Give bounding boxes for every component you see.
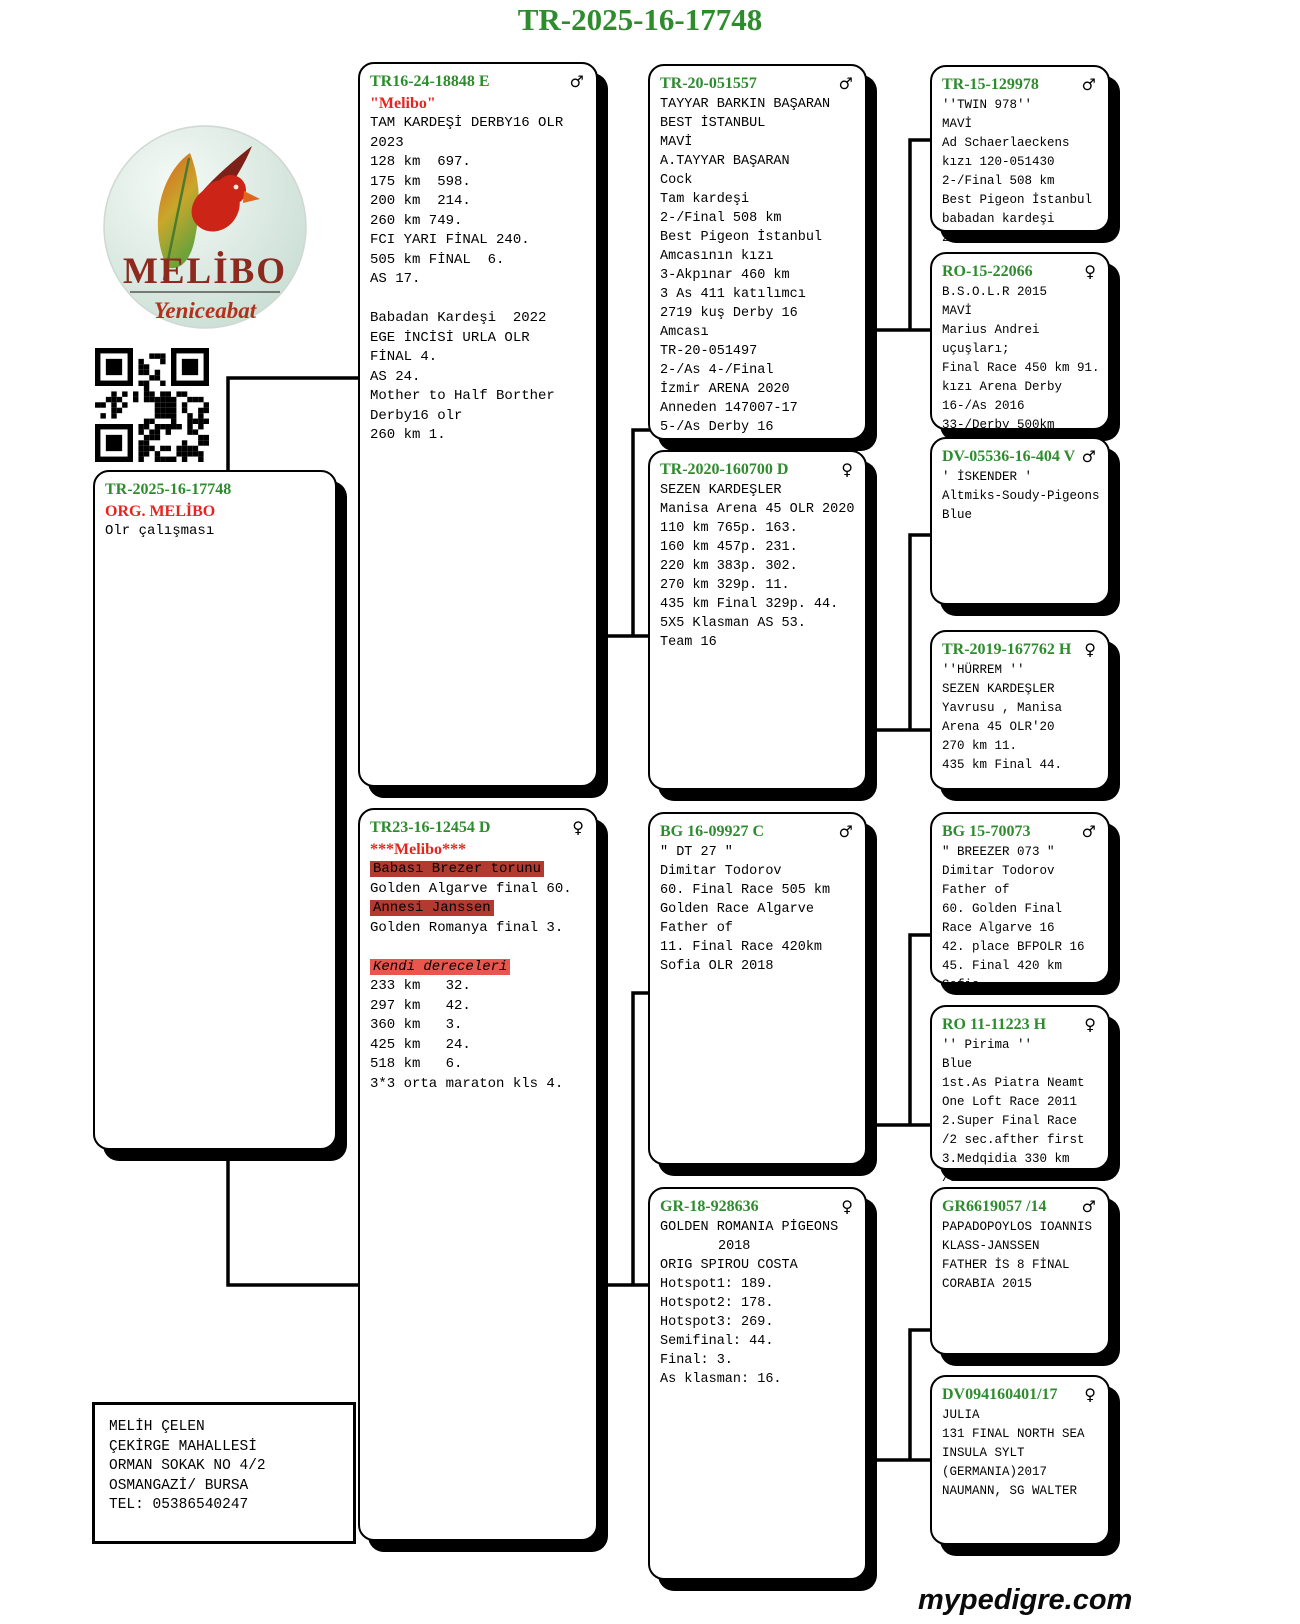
text-line: Dimitar Todorov bbox=[942, 864, 1055, 878]
ring-number: TR-2025-16-17748 bbox=[105, 481, 232, 498]
text-line: 3-Akpınar 460 km bbox=[660, 268, 790, 283]
brand-subtitle: Yeniceabat bbox=[153, 298, 257, 323]
organization-name: ORG. MELİBO bbox=[105, 503, 216, 520]
pedigree-box-dam-sire bbox=[648, 812, 867, 1165]
text-line: '' Pirima '' bbox=[942, 1038, 1033, 1052]
text-line: Tam kardeşi bbox=[660, 192, 750, 207]
text-line: 270 km 11. bbox=[942, 739, 1018, 753]
text-line: 518 km 6. bbox=[370, 1056, 463, 1072]
pedigree-box-dam-sire-sire bbox=[930, 812, 1110, 992]
text-line: FİNAL 4. bbox=[370, 349, 438, 365]
text-line: 360 km 3. bbox=[370, 1017, 463, 1033]
text-line: AS 17. bbox=[370, 271, 421, 287]
text-line: GOLDEN ROMANIA PİGEONS bbox=[660, 1220, 839, 1235]
ring-number: RO-15-22066 bbox=[942, 263, 1033, 280]
text-line: A.TAYYAR BAŞARAN bbox=[660, 154, 790, 169]
pedigree-box-sire-dam bbox=[648, 450, 867, 790]
text-line: 2-/As 4-/Final bbox=[660, 363, 774, 378]
pedigree-box-sire-sire bbox=[648, 64, 867, 440]
text-line: Best Pigeon İstanbul bbox=[942, 193, 1093, 207]
text-line: Sofia OLR 2018 bbox=[660, 959, 774, 974]
text-line: ORMAN SOKAK NO 4/2 bbox=[109, 1458, 266, 1474]
text-line: İzmir ARENA 2020 bbox=[660, 382, 790, 397]
box-text bbox=[942, 1406, 1098, 1501]
text-line: 425 km 24. bbox=[370, 1036, 471, 1053]
text-line: ÇEKİRGE MAHALLESİ bbox=[109, 1438, 257, 1455]
text-line: Team 16 bbox=[660, 635, 717, 650]
text-line: Cock bbox=[660, 173, 693, 188]
text-line: 175 km 598. bbox=[370, 173, 471, 190]
text-line: " DT 27 " bbox=[660, 845, 733, 860]
female-icon: ♀ bbox=[1084, 262, 1096, 281]
box-text bbox=[942, 468, 1098, 525]
text-line: 131 FINAL NORTH SEA bbox=[942, 1427, 1085, 1441]
text-line: ***Melibo*** bbox=[370, 841, 466, 858]
text-line: 2-/Final 508 km bbox=[942, 174, 1055, 188]
text-line: Blue bbox=[942, 1057, 973, 1071]
text-line: 260 km 749. bbox=[370, 212, 463, 229]
box-text bbox=[660, 95, 855, 437]
text-line: NAUMANN, SG WALTER bbox=[942, 1484, 1078, 1498]
text-line: 5-/As Derby 16 bbox=[660, 420, 774, 435]
text-line: 20-51497 bbox=[942, 231, 1003, 245]
pedigree-box-sire-dam-sire bbox=[930, 437, 1110, 605]
text-line: TAYYAR BARKIN BAŞARAN bbox=[660, 97, 831, 112]
pedigree-box-sire-sire-dam bbox=[930, 252, 1110, 430]
text-line: 435 km Final 329p. 44. bbox=[660, 597, 839, 612]
pedigree-box-dam-dam-dam bbox=[930, 1375, 1110, 1545]
male-icon: ♂ bbox=[1081, 822, 1096, 841]
female-icon: ♀ bbox=[841, 1197, 853, 1216]
text-line: One Loft Race 2011 bbox=[942, 1095, 1078, 1109]
text-line: MAVİ bbox=[942, 117, 973, 131]
text-line: 128 km 697. bbox=[370, 154, 471, 170]
text-line: ''HÜRREM '' bbox=[942, 663, 1025, 677]
text-line: FCI YARI FİNAL 240. bbox=[370, 232, 530, 248]
box-text bbox=[660, 843, 855, 976]
male-icon: ♂ bbox=[1081, 447, 1096, 466]
text-line: 45. Final 420 km bbox=[942, 959, 1063, 973]
text-line: SEZEN KARDEŞLER bbox=[942, 682, 1055, 696]
text-line: 60. Golden Final bbox=[942, 902, 1063, 916]
text-line bbox=[370, 938, 586, 958]
text-line: 3.Medqidia 330 km bbox=[942, 1152, 1070, 1166]
pedigree-box-sire-dam-dam bbox=[930, 630, 1110, 790]
text-line: /8 sec.after first bbox=[942, 1171, 1078, 1185]
female-icon: ♀ bbox=[1084, 640, 1096, 659]
text-line: Babadan Kardeşi 2022 bbox=[370, 310, 547, 326]
pedigree-box-sire bbox=[358, 62, 598, 787]
text-line: 2023 bbox=[370, 134, 404, 151]
text-line: ORIG SPIROU COSTA bbox=[660, 1258, 798, 1273]
ring-number: RO 11-11223 H bbox=[942, 1016, 1047, 1033]
text-line: INSULA SYLT bbox=[942, 1446, 1025, 1460]
text-line: uçuşları; bbox=[942, 342, 1010, 356]
text-line: As klasman: 16. bbox=[660, 1372, 782, 1387]
text-line: ' İSKENDER ' bbox=[942, 470, 1033, 484]
text-line: babadan kardeşi bbox=[942, 212, 1055, 226]
male-icon: ♂ bbox=[1081, 75, 1096, 94]
text-line: 435 km Final 44. bbox=[942, 758, 1063, 772]
brand-name: MELİBO bbox=[122, 251, 288, 292]
male-icon: ♂ bbox=[838, 74, 853, 93]
ring-number: GR6619057 /14 bbox=[942, 1198, 1047, 1215]
box-text bbox=[942, 843, 1098, 995]
qr-code bbox=[95, 348, 209, 462]
ring-number: DV-05536-16-404 V bbox=[942, 448, 1076, 465]
text-line: 2018 bbox=[718, 1239, 751, 1254]
text-line: Race Algarve 16 bbox=[942, 921, 1055, 935]
text-line: Blue bbox=[942, 508, 973, 522]
pedigree-box-subject bbox=[93, 470, 337, 1150]
text-line: JULIA bbox=[942, 1408, 980, 1422]
owner-address-box bbox=[92, 1402, 356, 1544]
text-line: BEST İSTANBUL bbox=[660, 116, 766, 131]
male-icon: ♂ bbox=[569, 72, 584, 91]
box-text bbox=[370, 839, 586, 1094]
female-icon: ♀ bbox=[1084, 1015, 1096, 1034]
text-line: SEZEN KARDEŞLER bbox=[660, 483, 782, 498]
pedigree-box-dam-sire-dam bbox=[930, 1005, 1110, 1185]
text-line: 2-/Final 508 km bbox=[660, 211, 782, 226]
box-text bbox=[660, 1218, 855, 1389]
ring-number: TR-15-129978 bbox=[942, 76, 1039, 93]
text-line: 505 km FİNAL 6. bbox=[370, 251, 505, 268]
pedigree-box-dam-dam bbox=[648, 1187, 867, 1580]
pedigree-box-sire-sire-sire bbox=[930, 65, 1110, 245]
text-line: MAVİ bbox=[942, 304, 973, 318]
text-line: Yavrusu , Manisa bbox=[942, 701, 1063, 715]
female-icon: ♀ bbox=[572, 818, 584, 837]
text-line: 3 As 411 katılımcı bbox=[660, 287, 806, 302]
text-line: PAPADOPOYLOS IOANNIS bbox=[942, 1220, 1093, 1234]
text-line: " BREEZER 073 " bbox=[942, 845, 1055, 859]
text-line: 33-/Derby 500km bbox=[942, 418, 1055, 432]
text-line: Amcası bbox=[660, 325, 709, 340]
text-line: 1st.As Piatra Neamt bbox=[942, 1076, 1085, 1090]
text-line: Father of bbox=[660, 921, 733, 936]
text-line: 11. Final Race 420km bbox=[660, 940, 823, 955]
ring-number: BG 16-09927 C bbox=[660, 823, 764, 840]
text-line: EGE İNCİSİ URLA OLR bbox=[370, 329, 530, 346]
text-line: 233 km 32. bbox=[370, 978, 471, 994]
text-line: 160 km 457p. 231. bbox=[660, 540, 798, 555]
text-line: Golden Algarve final 60. bbox=[370, 880, 572, 897]
ring-number: TR-2020-160700 D bbox=[660, 461, 789, 478]
text-line: 200 km 214. bbox=[370, 193, 471, 209]
text-line: Semifinal: 44. bbox=[660, 1334, 774, 1349]
box-text bbox=[370, 93, 586, 446]
text-line: AS 24. bbox=[370, 368, 421, 385]
text-line: TR-20-051497 bbox=[660, 344, 758, 359]
box-text bbox=[942, 1218, 1098, 1294]
text-line: 42. place BFPOLR 16 bbox=[942, 940, 1085, 954]
text-line: Sofia bbox=[942, 978, 980, 992]
text-line: Mother to Half Borther bbox=[370, 388, 555, 404]
text-line: Hotspot3: 269. bbox=[660, 1315, 774, 1330]
text-line: Ad Schaerlaeckens bbox=[942, 136, 1070, 150]
text-line: (GERMANIA)2017 bbox=[942, 1465, 1048, 1479]
text-line: kızı Arena Derby bbox=[942, 380, 1063, 394]
pedigree-box-dam bbox=[358, 808, 598, 1541]
text-line: Amcasının kızı bbox=[660, 249, 774, 264]
ring-number: TR-2019-167762 H bbox=[942, 641, 1072, 658]
ring-number: DV094160401/17 bbox=[942, 1386, 1058, 1403]
text-line: KLASS-JANSSEN bbox=[942, 1239, 1040, 1253]
pedigree-box-dam-dam-sire bbox=[930, 1187, 1110, 1355]
box-text bbox=[942, 1036, 1098, 1188]
text-line: MAVİ bbox=[660, 135, 693, 150]
ring-number: TR23-16-12454 D bbox=[370, 819, 491, 836]
ring-number: TR-20-051557 bbox=[660, 75, 757, 92]
text-line: Final: 3. bbox=[660, 1353, 733, 1368]
female-icon: ♀ bbox=[1084, 1385, 1096, 1404]
text-line: Altmiks-Soudy-Pigeons bbox=[942, 489, 1100, 503]
text-line: Father of bbox=[942, 883, 1010, 897]
text-line: 16-/As 2016 bbox=[942, 399, 1025, 413]
text-line: Kendi dereceleri bbox=[370, 958, 586, 978]
male-icon: ♂ bbox=[838, 822, 853, 841]
text-line: /2 sec.afther first bbox=[942, 1133, 1085, 1147]
ring-number: TR16-24-18848 E bbox=[370, 73, 490, 90]
site-brand: mypedigre.com bbox=[918, 1584, 1133, 1616]
text-line: FATHER İS 8 FİNAL bbox=[942, 1258, 1070, 1272]
text-line: 110 km 765p. 163. bbox=[660, 521, 798, 536]
page-title: TR-2025-16-17748 bbox=[517, 2, 763, 37]
box-text bbox=[942, 283, 1098, 435]
text-line: 5X5 Klasman AS 53. bbox=[660, 616, 806, 631]
text-line: MELİH ÇELEN bbox=[109, 1419, 205, 1435]
text-line: TAM KARDEŞİ DERBY16 OLR bbox=[370, 115, 564, 131]
text-line: Manisa Arena 45 OLR 2020 bbox=[660, 502, 855, 517]
text-line: Marius Andrei bbox=[942, 323, 1040, 337]
text-line: 220 km 383p. 302. bbox=[660, 559, 798, 574]
box-text bbox=[942, 661, 1098, 775]
text-line bbox=[370, 290, 586, 310]
text-line: Hotspot2: 178. bbox=[660, 1296, 774, 1311]
text-line: Hotspot1: 189. bbox=[660, 1277, 774, 1292]
text-line: Golden Romanya final 3. bbox=[370, 919, 564, 936]
text-line: 297 km 42. bbox=[370, 997, 471, 1014]
box-text: Olr çalışması bbox=[105, 523, 215, 539]
text-line: 270 km 329p. 11. bbox=[660, 578, 790, 593]
text-line: B.S.O.L.R 2015 bbox=[942, 285, 1048, 299]
text-line: ''TWIN 978'' bbox=[942, 98, 1033, 112]
text-line: 260 km 1. bbox=[370, 427, 446, 443]
text-line: Derby16 olr bbox=[370, 407, 463, 424]
text-line: Final Race 450 km 91. bbox=[942, 361, 1100, 375]
text-line: 2.Super Final Race bbox=[942, 1114, 1078, 1128]
text-line: 3*3 orta maraton kls 4. bbox=[370, 1075, 564, 1092]
text-line: Anneden 147007-17 bbox=[660, 401, 798, 416]
female-icon: ♀ bbox=[841, 460, 853, 479]
text-line: Babası Brezer torunu bbox=[370, 860, 586, 880]
text-line: Arena 45 OLR'20 bbox=[942, 720, 1055, 734]
text-line: Annesi Janssen bbox=[370, 899, 586, 919]
text-line: Best Pigeon İstanbul bbox=[660, 230, 823, 245]
box-text bbox=[660, 481, 855, 652]
ring-number: GR-18-928636 bbox=[660, 1198, 759, 1215]
text-line: 60. Final Race 505 km bbox=[660, 883, 831, 898]
text-line: 2719 kuş Derby 16 bbox=[660, 306, 798, 321]
text-line: Golden Race Algarve bbox=[660, 902, 814, 917]
text-line: kızı 120-051430 bbox=[942, 155, 1055, 169]
text-line: "Melibo" bbox=[370, 95, 436, 112]
text-line: CORABIA 2015 bbox=[942, 1277, 1033, 1291]
male-icon: ♂ bbox=[1081, 1197, 1096, 1216]
text-line: OSMANGAZİ/ BURSA bbox=[109, 1477, 249, 1494]
text-line: Dimitar Todorov bbox=[660, 864, 782, 879]
text-line: TEL: 05386540247 bbox=[109, 1497, 249, 1513]
ring-number: BG 15-70073 bbox=[942, 823, 1031, 840]
loft-logo bbox=[100, 120, 310, 336]
box-text bbox=[942, 96, 1098, 248]
